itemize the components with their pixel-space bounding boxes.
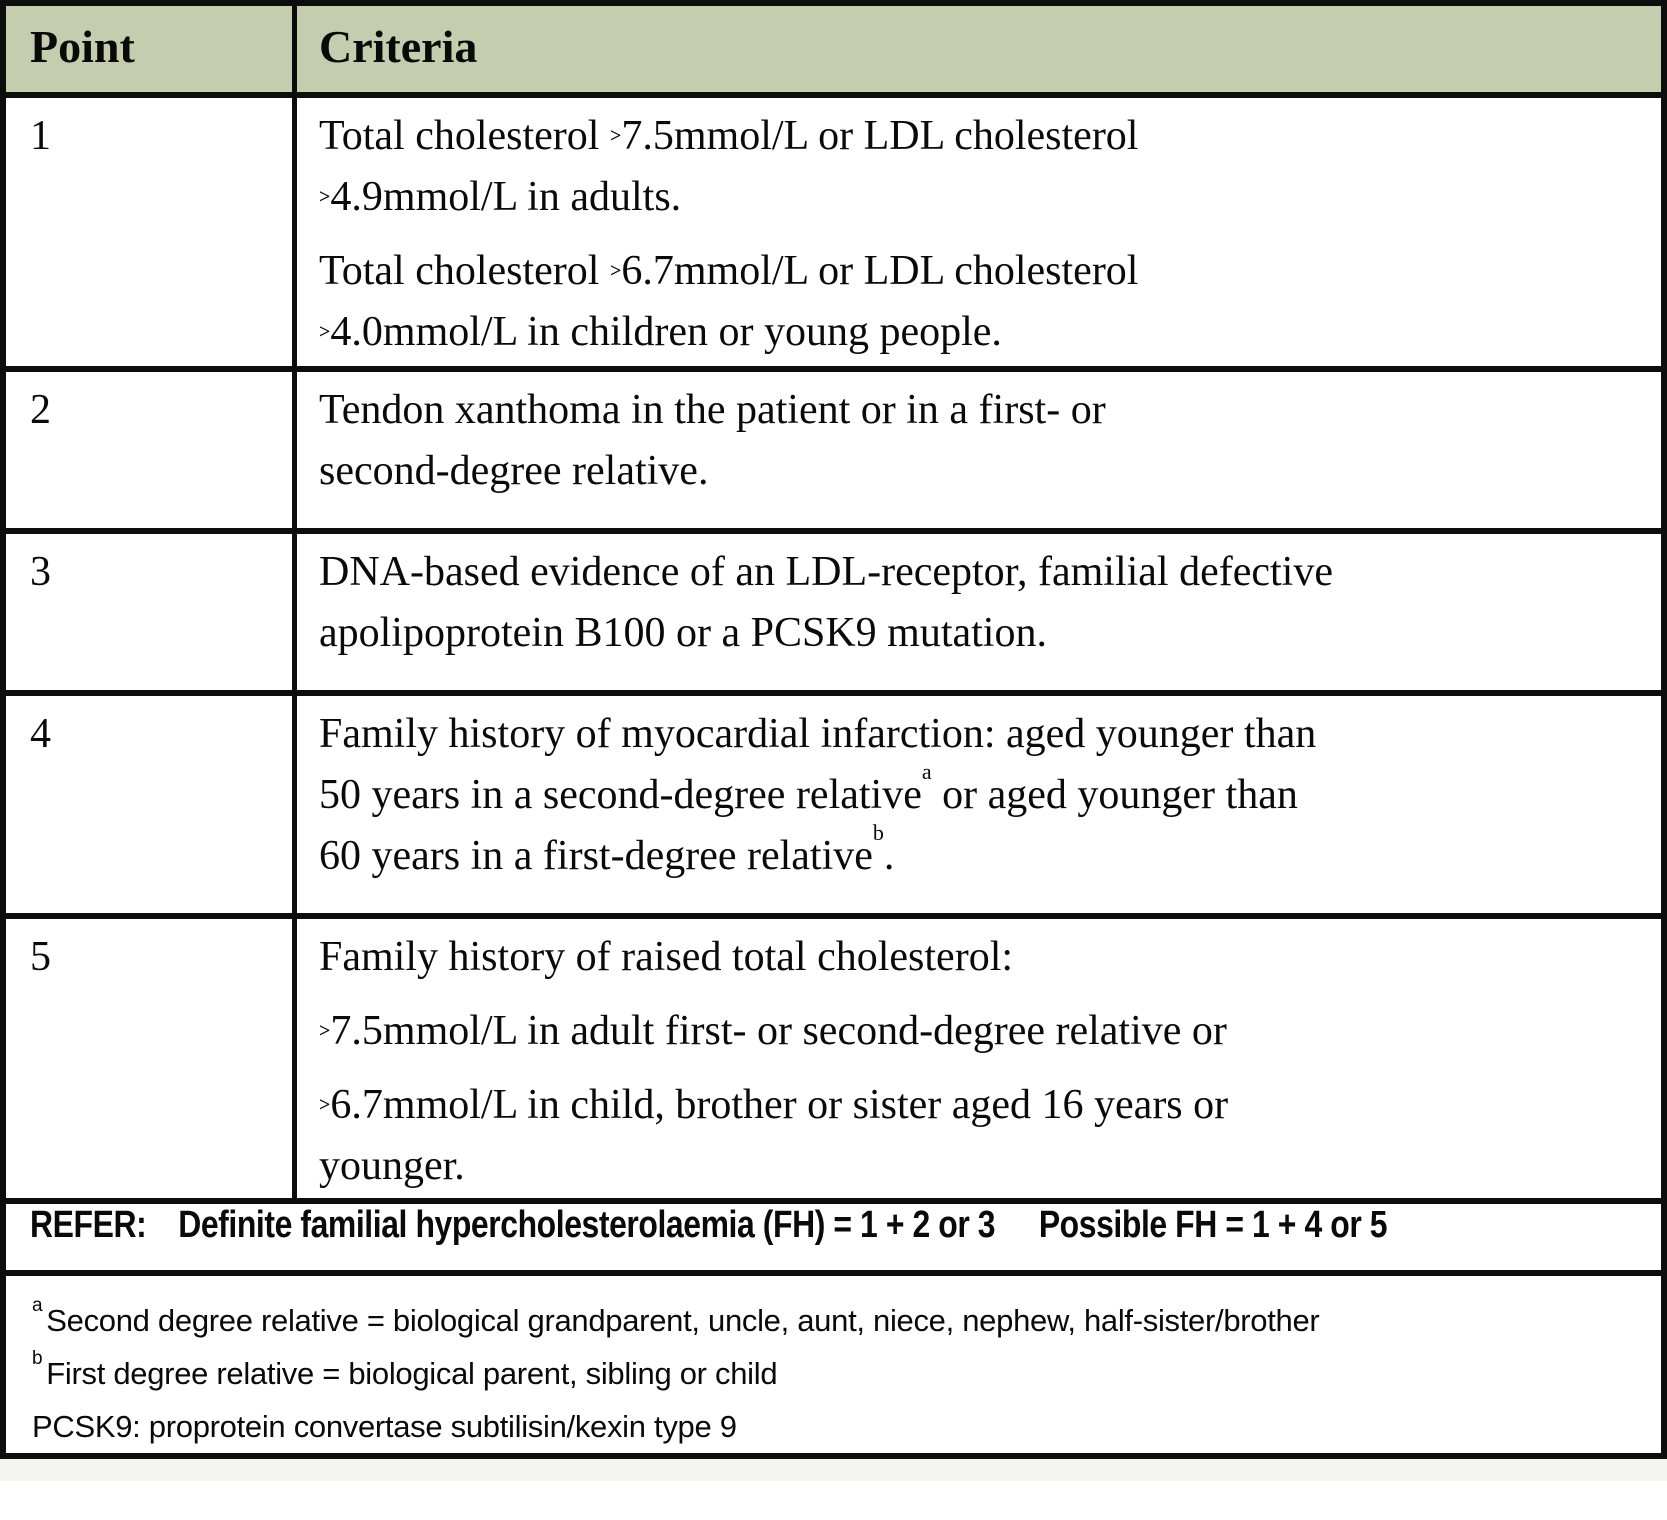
footnote-text: First degree relative = biological parent, sibling or child xyxy=(46,1356,778,1391)
criteria-paragraph: Family history of myocardial infarction: aged younger than 50 years in a second-degree relative$^a$ or aged younger than 60 years in a first-degree relative$^b$. xyxy=(319,711,1317,879)
criteria-text xyxy=(297,372,1661,528)
footnote-marker: b xyxy=(872,820,884,845)
refer-summary xyxy=(30,1204,1400,1247)
table-row xyxy=(6,696,1661,919)
criteria-text xyxy=(297,696,1661,913)
table-row xyxy=(6,372,1661,534)
table-row xyxy=(6,98,1661,372)
point-number: 4 xyxy=(6,696,297,913)
table-row xyxy=(6,919,1661,1204)
criteria-paragraph: >7.5mmol/L in adult first- or second-degree relative or xyxy=(319,1008,1227,1054)
refer-possible-rule: Possible FH = 1 + 4 or 5 xyxy=(1038,1204,1388,1246)
footnote-pcsk9 xyxy=(32,1400,1637,1453)
criteria-paragraph: Total cholesterol >7.5mmol/L or LDL cholesterol >4.9mmol/L in adults. xyxy=(319,113,1139,220)
criteria-text xyxy=(297,98,1661,366)
greater-than-symbol: > xyxy=(319,1094,331,1116)
greater-than-symbol: > xyxy=(319,1020,331,1042)
footnote-b xyxy=(32,1347,1637,1400)
criteria-text xyxy=(297,919,1661,1198)
table-header-row xyxy=(6,6,1661,98)
footnotes-section xyxy=(6,1276,1661,1453)
greater-than-symbol: > xyxy=(609,260,622,282)
point-number: 1 xyxy=(6,98,297,366)
table-row xyxy=(6,534,1661,696)
point-number: 3 xyxy=(6,534,297,690)
greater-than-symbol: > xyxy=(319,186,331,208)
criteria-paragraph: Tendon xanthoma in the patient or in a first- or second-degree relative. xyxy=(319,387,1106,494)
criteria-paragraph: Total cholesterol >6.7mmol/L or LDL cholesterol >4.0mmol/L in children or young people. xyxy=(319,248,1139,355)
refer-definite-rule: Definite familial hypercholesterolaemia (FH) = 1 + 2 or 3 xyxy=(178,1204,996,1246)
column-header-point: Point xyxy=(6,6,297,92)
criteria-text xyxy=(297,534,1661,690)
footnote-a xyxy=(32,1294,1637,1347)
greater-than-symbol: > xyxy=(319,321,331,343)
footnote-marker: a xyxy=(32,1294,43,1316)
column-header-criteria: Criteria xyxy=(319,21,478,72)
refer-label: REFER: xyxy=(30,1204,147,1246)
criteria-paragraph: Family history of raised total cholesterol: xyxy=(319,934,1014,980)
point-number: 2 xyxy=(6,372,297,528)
footnote-marker: b xyxy=(32,1347,43,1369)
greater-than-symbol: > xyxy=(609,125,622,147)
footnote-marker: a xyxy=(921,759,932,784)
refer-summary-row xyxy=(6,1204,1661,1276)
criteria-paragraph: DNA-based evidence of an LDL-receptor, familial defective apolipoprotein B100 or a PCSK9 mutation. xyxy=(319,549,1333,656)
bottom-margin-strip xyxy=(0,1459,1667,1481)
point-number: 5 xyxy=(6,919,297,1198)
footnote-text: Second degree relative = biological grandparent, uncle, aunt, niece, nephew, half-sister/brother xyxy=(46,1303,1320,1338)
criteria-paragraph: >6.7mmol/L in child, brother or sister aged 16 years or younger. xyxy=(319,1082,1229,1189)
footnote-text: PCSK9: proprotein convertase subtilisin/kexin type 9 xyxy=(32,1409,737,1444)
